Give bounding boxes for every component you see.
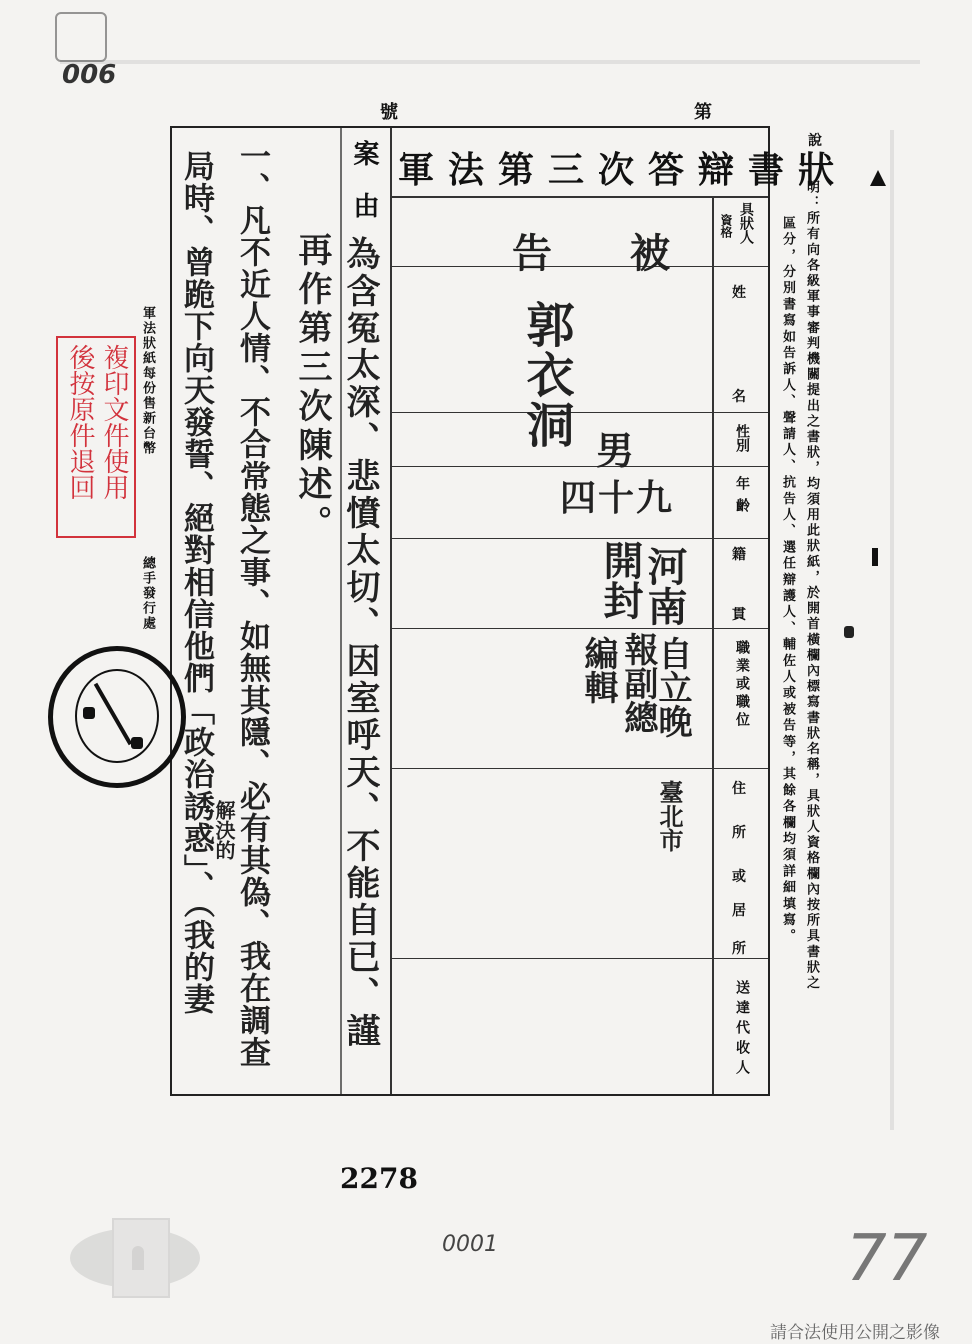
native-col2: 開封 [597,540,643,620]
label-residence-a: 住 [732,781,746,797]
cause-text-line2: 再作第三次陳述。 [292,232,332,544]
body-line2: 局時、曾跪下向天發誓、絕對相信他們「政治誘惑」、（我的妻 [178,150,214,1015]
archive-number: 0001 [442,1232,498,1257]
copy-use-stamp-col2: 後按原件退回 [65,344,95,500]
instructions-label: 說 [808,133,822,149]
cause-label: 案由 [349,140,379,244]
label-residence-d: 居 [732,903,746,919]
body-margin-insert: 解決的 [212,800,236,860]
scan-shadow-top [60,60,920,64]
margin-note-price: 軍法狀紙每份售新台幣 [140,306,155,456]
corner-mark: 006 [62,60,117,90]
party-header: 具狀人 [738,202,754,244]
defendant-name: 郭衣洞 [518,300,574,450]
official-seal [48,646,186,788]
occupation-col2: 報副總 [618,632,658,734]
body-line1: 一、凡不近人情、不合常態之事、如無其隱、必有其偽、我在調查 [234,140,270,1068]
label-native-b: 貫 [732,607,746,623]
defendant-sex: 男 [596,429,635,473]
native-col1: 河南 [641,546,687,626]
handwritten-mark-77: 77 [846,1222,928,1296]
scan-speck-3 [844,626,854,638]
copy-use-stamp-col1: 複印文件使用 [99,344,129,500]
form-title: 軍法第三次答辯書狀 [398,149,849,191]
party-role-a: 被 [630,231,670,277]
scan-speck-1 [870,170,886,186]
header-hao: 號 [380,102,398,123]
label-name-b: 名 [732,389,746,405]
label-name-a: 姓 [732,285,746,301]
footer-watermark: 請合法使用公開之影像 [770,1323,940,1343]
instructions-line2: 區分，分別書寫如告訴人、聲請人、抗告人、選任辯護人、輔佐人或被告等，其餘各欄均須詳細填寫。 [780,216,795,945]
corner-stamp-mark [55,12,107,62]
label-occupation: 職業或職位 [734,640,750,730]
label-residence-b: 所 [732,825,746,841]
party-header-sub: 資格 [719,214,733,238]
party-role-b: 告 [512,231,552,277]
label-age: 年齡 [734,476,750,520]
archive-logo-icon [70,1218,200,1298]
instructions-line1: 明：所有向各級軍事審判機關提出之書狀，均須用此狀紙，於開首橫欄內標寫書狀名稱，具狀人資格欄內按所具書狀之 [804,180,819,992]
page-number: 2278 [340,1162,418,1195]
cause-text-line1: 為含冤太深、悲憤太切、因室呼天、不能自已、謹 [340,236,380,1050]
label-delivery-agent: 送達代收人 [734,980,750,1080]
label-residence-c: 或 [732,869,746,885]
header-di: 第 [694,102,712,123]
label-native-a: 籍 [732,547,746,563]
label-residence-e: 所 [732,941,746,957]
defendant-age: 四十九 [560,478,675,519]
occupation-col1: 自立晚 [652,636,692,738]
scan-speck-2 [872,548,878,566]
copy-use-stamp [56,336,136,538]
margin-note-issuer: 總手發行處 [140,556,155,631]
scan-shadow-right [890,130,894,1130]
occupation-col3: 編輯 [578,636,618,704]
residence: 臺北市 [655,780,683,852]
label-sex: 性別 [734,424,750,452]
